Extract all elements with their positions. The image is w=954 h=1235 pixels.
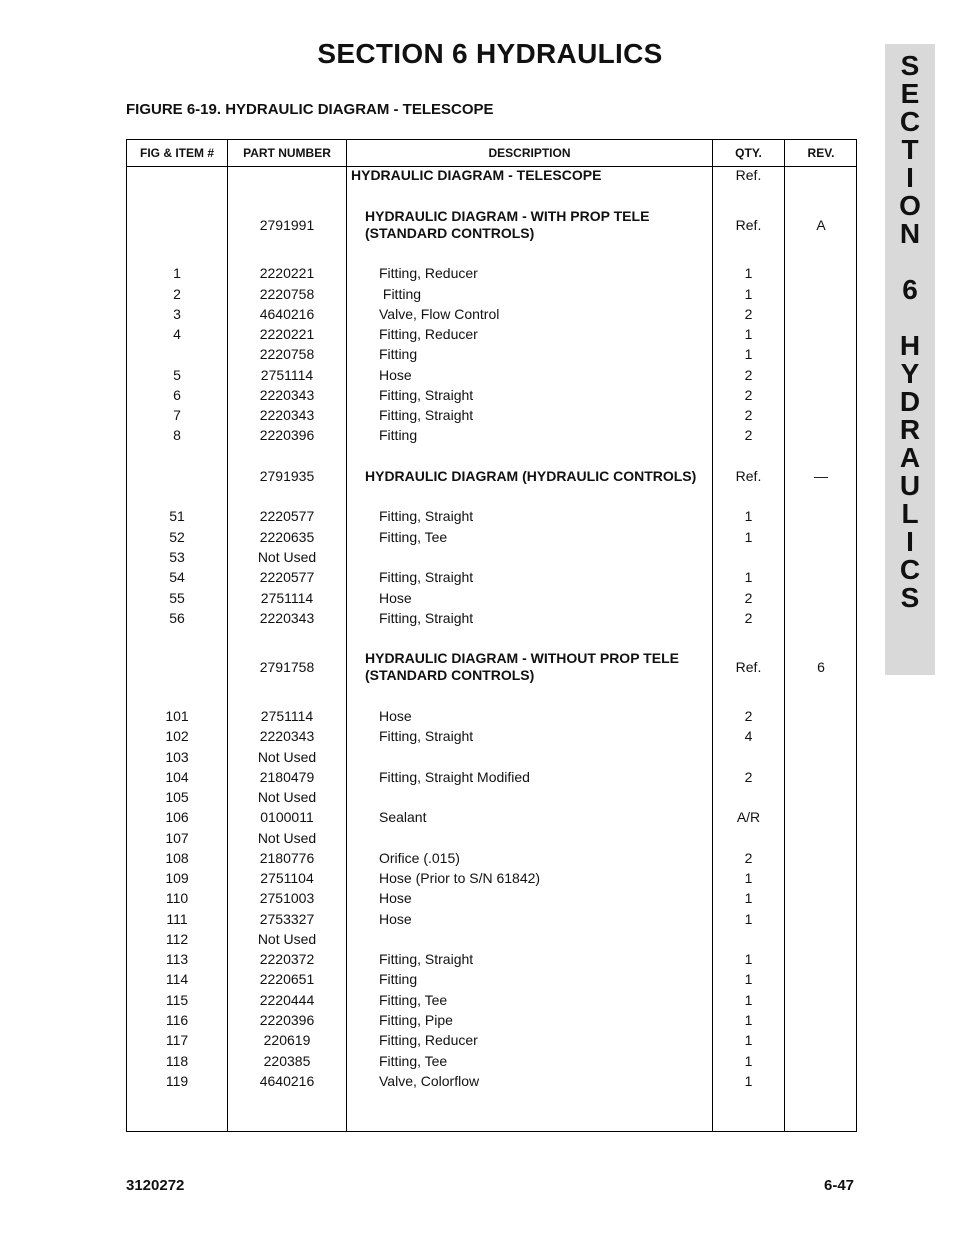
header-item: FIG & ITEM # xyxy=(139,146,214,160)
part-description: Fitting, Straight xyxy=(379,610,474,626)
item-number: 52 xyxy=(169,529,185,545)
part-description: Fitting xyxy=(379,286,422,302)
item-number: 109 xyxy=(165,870,189,886)
part-number: 2220577 xyxy=(259,508,315,524)
quantity: 2 xyxy=(744,407,753,423)
side-tab-letter: S xyxy=(900,582,920,613)
part-number: Not Used xyxy=(257,749,317,765)
part-description: Hose xyxy=(379,590,412,606)
part-number: 2791758 xyxy=(259,659,315,675)
quantity: Ref. xyxy=(735,217,762,233)
part-number: Not Used xyxy=(257,931,317,947)
part-number: 2220577 xyxy=(259,569,315,585)
side-tab-letter: L xyxy=(901,498,919,529)
item-number: 118 xyxy=(165,1053,189,1069)
quantity: 1 xyxy=(744,870,753,886)
item-number: 4 xyxy=(173,326,181,342)
part-description: Hose xyxy=(379,890,412,906)
quantity: 1 xyxy=(744,992,753,1008)
item-number: 114 xyxy=(165,971,189,987)
quantity: 1 xyxy=(744,529,753,545)
part-number: 2751003 xyxy=(259,890,315,906)
part-number: 2220343 xyxy=(259,407,315,423)
side-tab-letter: S xyxy=(900,50,920,81)
side-tab-letter: R xyxy=(899,414,921,445)
part-number: 0100011 xyxy=(260,809,314,825)
part-number: 2180479 xyxy=(259,769,315,785)
item-number: 55 xyxy=(169,590,185,606)
part-description: Fitting, Straight xyxy=(379,407,474,423)
part-description: Fitting, Reducer xyxy=(379,326,478,342)
side-tab-letter: I xyxy=(906,526,914,557)
quantity: 1 xyxy=(744,971,753,987)
part-description: Fitting xyxy=(379,971,418,987)
quantity: 2 xyxy=(744,427,753,443)
item-number: 8 xyxy=(173,427,181,443)
part-description: Valve, Flow Control xyxy=(379,306,500,322)
item-number: 117 xyxy=(165,1032,189,1048)
part-number: 4640216 xyxy=(259,306,315,322)
part-description: HYDRAULIC DIAGRAM - TELESCOPE xyxy=(351,167,602,183)
part-description: Hose xyxy=(379,367,412,383)
item-number: 107 xyxy=(165,830,189,846)
part-number: 2751114 xyxy=(260,590,314,606)
side-tab-letter: C xyxy=(899,106,921,137)
part-description: Fitting, Tee xyxy=(379,992,448,1008)
part-description: Fitting, Reducer xyxy=(379,265,478,281)
item-number: 106 xyxy=(165,809,189,825)
quantity: 2 xyxy=(744,850,753,866)
item-number: 3 xyxy=(173,306,181,322)
side-tab-letter: I xyxy=(906,162,914,193)
side-tab-letter: Y xyxy=(900,358,920,389)
side-tab-letter: A xyxy=(899,442,921,473)
item-number: 113 xyxy=(165,951,189,967)
side-tab-letter: C xyxy=(899,554,921,585)
quantity: 2 xyxy=(744,769,753,785)
quantity: A/R xyxy=(736,809,761,825)
header-description: DESCRIPTION xyxy=(488,146,571,160)
part-number: 2220396 xyxy=(259,1012,315,1028)
part-description: Fitting, Straight xyxy=(379,387,474,403)
part-description: Fitting, Straight Modified xyxy=(379,769,530,785)
quantity: 1 xyxy=(744,1053,753,1069)
part-description: Valve, Colorflow xyxy=(379,1073,480,1089)
part-description: Sealant xyxy=(379,809,427,825)
part-number: 220619 xyxy=(263,1032,311,1048)
part-number: 2791935 xyxy=(259,468,315,484)
quantity: 2 xyxy=(744,306,753,322)
item-number: 5 xyxy=(173,367,181,383)
item-number: 53 xyxy=(169,549,185,565)
quantity: 1 xyxy=(744,1073,753,1089)
header-qty: QTY. xyxy=(735,146,762,160)
item-number: 56 xyxy=(169,610,185,626)
quantity: 2 xyxy=(744,610,753,626)
quantity: 2 xyxy=(744,708,753,724)
part-number: 2751114 xyxy=(260,367,314,383)
item-number: 119 xyxy=(165,1073,189,1089)
part-description: Fitting, Reducer xyxy=(379,1032,478,1048)
part-number: 2220343 xyxy=(259,387,315,403)
revision: A xyxy=(816,217,826,233)
part-number: 2220343 xyxy=(259,610,315,626)
part-description: Fitting, Straight xyxy=(379,508,474,524)
part-number: 2220758 xyxy=(259,286,315,302)
part-description: Hose (Prior to S/N 61842) xyxy=(379,870,541,886)
quantity: Ref. xyxy=(735,167,762,183)
part-description: Fitting, Straight xyxy=(379,728,474,744)
part-number: 2220635 xyxy=(259,529,315,545)
page-title: SECTION 6 HYDRAULICS xyxy=(317,38,663,69)
part-description: Fitting, Straight xyxy=(379,569,474,585)
part-number: 4640216 xyxy=(259,1073,315,1089)
part-description: HYDRAULIC DIAGRAM (HYDRAULIC CONTROLS) xyxy=(365,468,697,484)
part-number: Not Used xyxy=(257,789,317,805)
side-tab-letter: E xyxy=(900,78,920,109)
quantity: 1 xyxy=(744,569,753,585)
part-description: Fitting, Tee xyxy=(379,529,448,545)
quantity: 1 xyxy=(744,951,753,967)
part-description: Hose xyxy=(379,708,412,724)
side-tab-letter: O xyxy=(899,190,921,221)
quantity: 1 xyxy=(744,1032,753,1048)
page-number: 6-47 xyxy=(824,1177,855,1194)
part-number: 2220396 xyxy=(259,427,315,443)
quantity: Ref. xyxy=(735,468,762,484)
side-tab-letter: H xyxy=(899,330,921,361)
column-divider xyxy=(784,140,785,1131)
item-number: 102 xyxy=(165,728,189,744)
item-number: 116 xyxy=(165,1012,189,1028)
part-number: 2753327 xyxy=(259,911,315,927)
item-number: 115 xyxy=(165,992,189,1008)
part-description: Fitting xyxy=(379,427,418,443)
item-number: 104 xyxy=(165,769,189,785)
part-number: 2220444 xyxy=(259,992,315,1008)
quantity: 2 xyxy=(744,367,753,383)
part-number: Not Used xyxy=(257,549,317,565)
part-number: 220385 xyxy=(263,1053,311,1069)
quantity: 1 xyxy=(744,265,753,281)
item-number: 101 xyxy=(165,708,189,724)
part-number: 2220372 xyxy=(259,951,315,967)
part-description: Fitting xyxy=(379,346,418,362)
item-number: 54 xyxy=(169,569,185,585)
revision: — xyxy=(814,468,828,484)
quantity: Ref. xyxy=(735,659,762,675)
part-description: Fitting, Tee xyxy=(379,1053,448,1069)
item-number: 6 xyxy=(173,387,181,403)
document-number: 3120272 xyxy=(126,1177,185,1194)
item-number: 1 xyxy=(173,265,181,281)
part-number: 2180776 xyxy=(259,850,315,866)
item-number: 110 xyxy=(165,890,189,906)
quantity: 4 xyxy=(744,728,753,744)
part-number: 2751104 xyxy=(260,870,314,886)
quantity: 1 xyxy=(744,911,753,927)
revision: 6 xyxy=(817,659,825,675)
part-description: Hose xyxy=(379,911,412,927)
figure-title: FIGURE 6-19. HYDRAULIC DIAGRAM - TELESCOPE xyxy=(126,101,494,118)
part-description: Orifice (.015) xyxy=(379,850,460,866)
quantity: 1 xyxy=(744,326,753,342)
part-number: 2791991 xyxy=(259,217,315,233)
item-number: 108 xyxy=(165,850,189,866)
header-rev: REV. xyxy=(807,146,835,160)
parts-table xyxy=(126,139,857,1132)
item-number: 105 xyxy=(165,789,189,805)
part-number: 2220343 xyxy=(259,728,315,744)
side-tab-letter: D xyxy=(899,386,921,417)
item-number: 51 xyxy=(169,508,185,524)
part-number: 2220221 xyxy=(259,326,315,342)
quantity: 1 xyxy=(744,890,753,906)
quantity: 1 xyxy=(744,508,753,524)
column-divider xyxy=(346,140,347,1131)
header-part-number: PART NUMBER xyxy=(243,146,331,160)
quantity: 1 xyxy=(744,346,753,362)
part-number: 2220651 xyxy=(259,971,315,987)
quantity: 1 xyxy=(744,1012,753,1028)
item-number: 7 xyxy=(173,407,181,423)
side-tab-letter: T xyxy=(901,134,919,165)
part-number: 2220758 xyxy=(259,346,315,362)
section-side-tab xyxy=(885,44,935,675)
part-description: HYDRAULIC DIAGRAM - WITH PROP TELE (STANDARD CONTROLS) xyxy=(365,208,650,241)
item-number: 103 xyxy=(165,749,189,765)
item-number: 112 xyxy=(165,931,189,947)
quantity: 2 xyxy=(744,387,753,403)
part-number: Not Used xyxy=(257,830,317,846)
side-tab-letter: U xyxy=(899,470,921,501)
item-number: 111 xyxy=(166,911,188,927)
side-tab-letter: N xyxy=(899,218,921,249)
part-description: Fitting, Straight xyxy=(379,951,474,967)
quantity: 1 xyxy=(744,286,753,302)
quantity: 2 xyxy=(744,590,753,606)
part-description: Fitting, Pipe xyxy=(379,1012,453,1028)
part-description: HYDRAULIC DIAGRAM - WITHOUT PROP TELE (STANDARD CONTROLS) xyxy=(365,650,679,683)
side-tab-letter: 6 xyxy=(902,274,918,305)
item-number: 2 xyxy=(173,286,181,302)
part-number: 2751114 xyxy=(260,708,314,724)
part-number: 2220221 xyxy=(259,265,315,281)
